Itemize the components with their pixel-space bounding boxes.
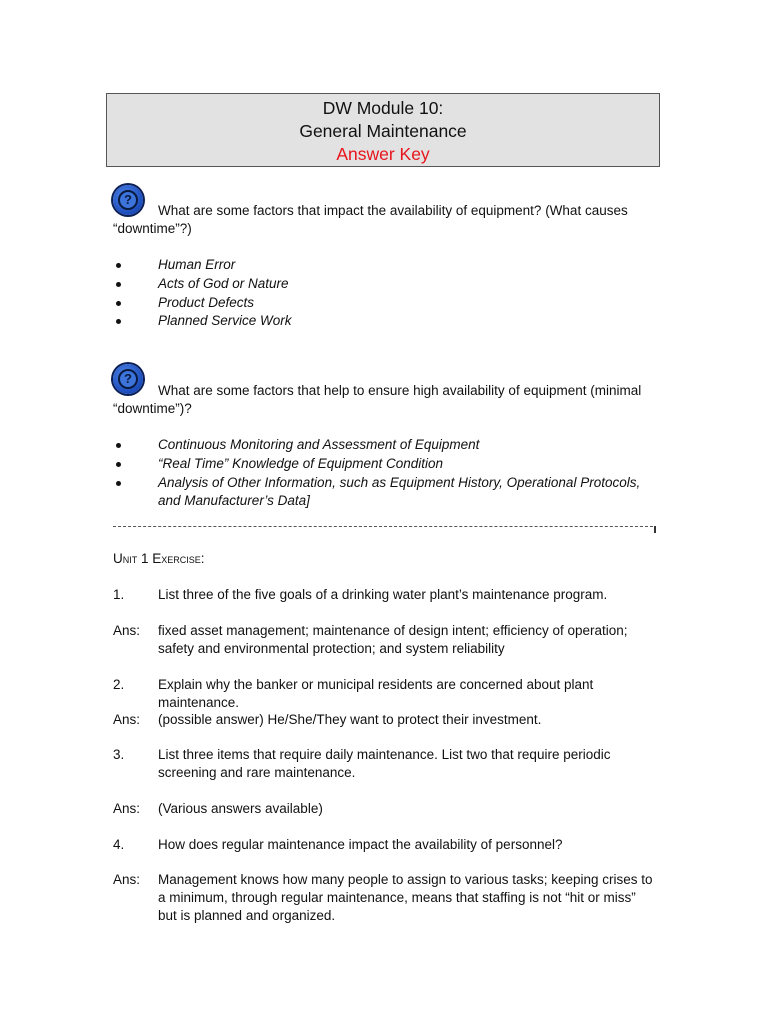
module-title: General Maintenance <box>299 121 467 141</box>
question-2-answers <box>113 436 653 511</box>
bullet-icon <box>116 462 121 467</box>
divider-end-mark <box>654 526 656 533</box>
exercise-answer-3: Ans: (Various answers available) <box>113 801 323 816</box>
bullet-icon <box>116 263 121 268</box>
question-1-answers <box>113 256 653 331</box>
exercise-answer-4: Ans: Management knows how many people to assign to various tasks; keeping crises to a minimum, through regular maintenance, means that staffing is not “hit or miss” but is planned and organized. <box>113 872 653 923</box>
bullet-icon <box>116 443 121 448</box>
list-item: Acts of God or Nature <box>113 275 653 294</box>
list-item: Product Defects <box>113 294 653 313</box>
exercise-question-3: 3. List three items that require daily maintenance. List two that require periodic screening and rare maintenance. <box>113 747 611 780</box>
module-number: DW Module 10: <box>322 98 444 118</box>
question-2-text: What are some factors that help to ensure high availability of equipment (minimal “downtime”)? <box>113 383 642 416</box>
unit-exercise-heading: Unit 1 Exercise: <box>113 551 205 566</box>
exercise-question-4: 4. How does regular maintenance impact the availability of personnel? <box>113 837 563 852</box>
exercise-answer-2: Ans: (possible answer) He/She/They want to protect their investment. <box>113 712 542 727</box>
exercise-answer-1: Ans: fixed asset management; maintenance of design intent; efficiency of operation; safety and environmental protection; and system reliability <box>113 623 628 656</box>
question-mark-icon: ? <box>113 185 143 215</box>
list-item: Continuous Monitoring and Assessment of Equipment <box>113 436 653 455</box>
section-divider <box>113 526 653 527</box>
list-item: Planned Service Work <box>113 312 653 331</box>
bullet-icon <box>116 319 121 324</box>
question-mark-icon: ? <box>113 364 143 394</box>
bullet-icon <box>116 481 121 486</box>
title-box <box>106 93 660 167</box>
bullet-icon <box>116 301 121 306</box>
list-item: “Real Time” Knowledge of Equipment Condition <box>113 455 653 474</box>
question-1-text: What are some factors that impact the availability of equipment? (What causes “downtime”?) <box>113 203 628 236</box>
list-item: Human Error <box>113 256 653 275</box>
exercise-question-2: 2. Explain why the banker or municipal residents are concerned about plant maintenance. <box>113 677 594 710</box>
bullet-icon <box>116 282 121 287</box>
answer-key-label: Answer Key <box>336 144 430 164</box>
list-item: Analysis of Other Information, such as Equipment History, Operational Protocols, and Manufacturer’s Data] <box>113 474 653 512</box>
exercise-question-1: 1. List three of the five goals of a drinking water plant’s maintenance program. <box>113 587 608 602</box>
